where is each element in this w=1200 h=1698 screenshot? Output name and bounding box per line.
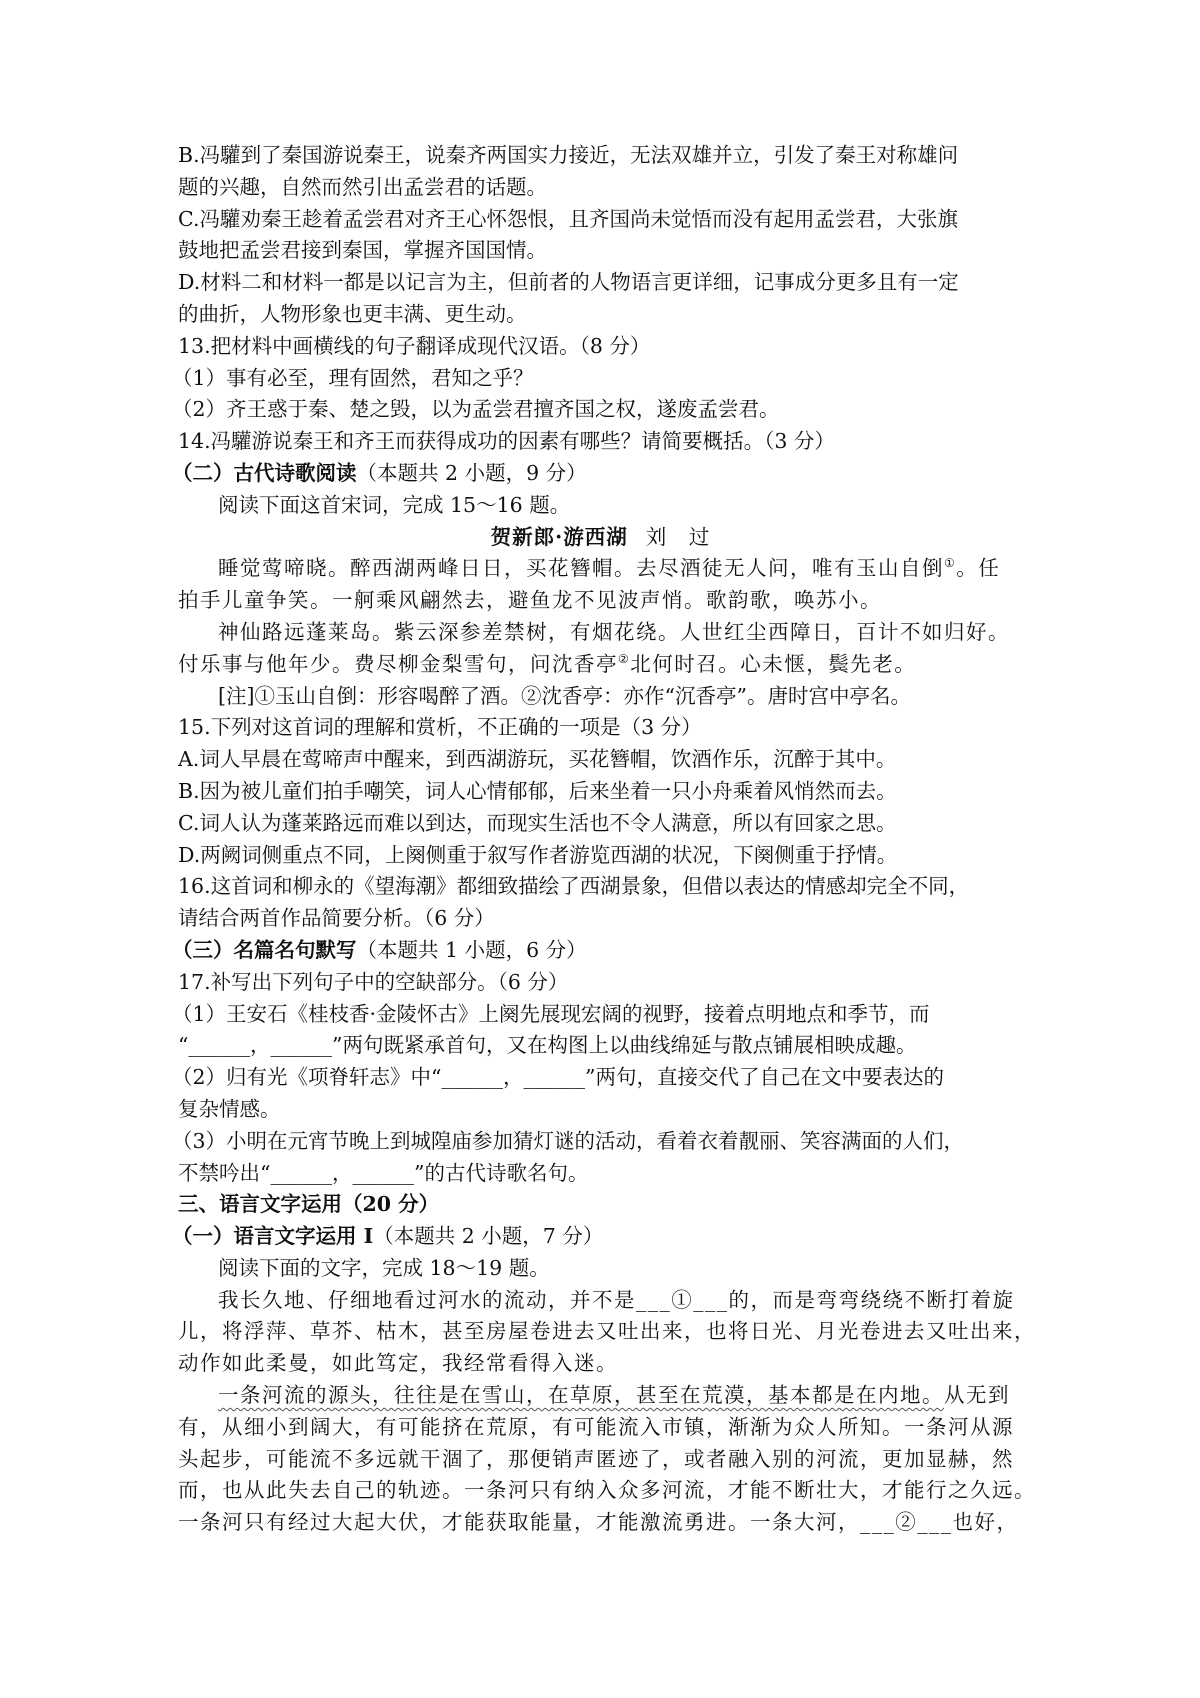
- wavy-underlined-sentence: 一条河流的源头，往往是在雪山，在草原，甚至在荒漠，基本都是在内地。: [218, 1383, 944, 1408]
- poem-stanza1-line1: [178, 553, 1030, 585]
- poem-text: 付乐事与他年少。费尽柳金梨雪句，问沈香亭: [178, 651, 618, 676]
- footnote-marker-1: ①: [944, 556, 957, 571]
- passage-text: 从无到: [944, 1383, 1010, 1408]
- footnote-marker-2: ②: [618, 651, 631, 666]
- q17-item2-line2: 复杂情感。: [178, 1096, 281, 1121]
- section-language-title: （一）语言文字运用 Ⅰ: [172, 1224, 374, 1249]
- q15-option-a: A.词人早晨在莺啼声中醒来，到西湖游玩，买花簪帽，饮酒作乐，沉醉于其中。: [178, 747, 897, 772]
- section-language-note: （本题共 2 小题，7 分）: [373, 1224, 604, 1249]
- poem-title: 贺新郎·游西湖: [490, 524, 628, 549]
- q12-option-c-line2: 鼓地把孟尝君接到秦国，掌握齐国国情。: [178, 238, 547, 263]
- q12-option-b-line2: 题的兴趣，自然而然引出孟尝君的话题。: [178, 174, 547, 199]
- q13-sentence-2: （2）齐王惑于秦、楚之毁，以为孟尝君擅齐国之权，遂废孟尝君。: [172, 397, 780, 422]
- passage-p2-line3: 头起步，可能流不多远就干涸了，那便销声匿迹了，或者融入别的河流，更加显赫，然: [178, 1446, 1014, 1471]
- q17-item1-line1: （1）王安石《桂枝香·金陵怀古》上阕先展现宏阔的视野，接着点明地点和季节，而: [172, 1001, 930, 1026]
- q12-option-c-line1: C.冯驩劝秦王趁着孟尝君对齐王心怀怨恨，且齐国尚未觉悟而没有起用孟尝君，大张旗: [178, 206, 958, 231]
- q15-stem: 15.下列对这首词的理解和赏析，不正确的一项是（3 分）: [178, 715, 702, 740]
- passage-p2-line1: [178, 1380, 1030, 1412]
- part3-heading: 三、语言文字运用（20 分）: [178, 1192, 440, 1217]
- blank-2: ___②___: [860, 1510, 953, 1535]
- section-poetry-note: （本题共 2 小题，9 分）: [356, 460, 587, 485]
- q12-option-d-line2: 的曲折，人物形象也更丰满、更生动。: [178, 301, 527, 326]
- poem-stanza2-line1: 神仙路远蓬莱岛。紫云深参差禁树，有烟花绕。人世红尘西障日，百计不如归好。: [218, 619, 1010, 644]
- exam-page: [172, 140, 1036, 1539]
- passage-p1-line1: [178, 1285, 1030, 1317]
- section-recitation-note: （本题共 1 小题，6 分）: [356, 937, 587, 962]
- poem-text: 北何时召。心未惬，鬓先老。: [630, 651, 917, 676]
- q12-option-d-line1: D.材料二和材料一都是以记言为主，但前者的人物语言更详细，记事成分更多且有一定: [178, 270, 959, 295]
- q17-stem: 17.补写出下列句子中的空缺部分。（6 分）: [178, 969, 569, 994]
- passage-text: 也好，: [952, 1510, 1019, 1535]
- q12-option-b-line1: B.冯驩到了秦国游说秦王，说秦齐两国实力接近，无法双雄并立，引发了秦王对称雄问: [178, 143, 959, 167]
- q14-stem: 14.冯驩游说秦王和齐王而获得成功的因素有哪些？请简要概括。（3 分）: [178, 429, 835, 454]
- q17-item3-line1: （3）小明在元宵节晚上到城隍庙参加猜灯谜的活动，看着衣着靓丽、笑容满面的人们，: [172, 1128, 965, 1153]
- poem-heading: [178, 522, 1030, 554]
- q17-item3-line2: 不禁吟出“______，______”的古代诗歌名句。: [178, 1160, 589, 1185]
- q15-option-c: C.词人认为蓬莱路远而难以到达，而现实生活也不令人满意，所以有回家之思。: [178, 810, 897, 835]
- blank-1: ___①___: [636, 1287, 729, 1312]
- poem-stanza1-line2: 拍手儿童争笑。一舸乘风翩然去，避鱼龙不见波声悄。歌韵歌，唤苏小。: [178, 588, 882, 613]
- poetry-intro: 阅读下面这首宋词，完成 15～16 题。: [218, 492, 571, 517]
- passage-p1-line3: 动作如此柔曼，如此笃定，我经常看得入迷。: [178, 1351, 618, 1376]
- q17-item2-line1: （2）归有光《项脊轩志》中“______，______”两句，直接交代了自己在文中要表达的: [172, 1065, 945, 1090]
- language-intro: 阅读下面的文字，完成 18～19 题。: [218, 1255, 550, 1280]
- q17-item1-line2: “______，______”两句既紧承首句，又在构图上以曲线绵延与散点铺展相映成趣。: [178, 1033, 917, 1058]
- poem-text: 。任: [956, 556, 1001, 581]
- passage-text: 的，而是弯弯绕绕不断打着旋: [728, 1287, 1015, 1312]
- passage-text: 我长久地、仔细地看过河水的流动，并不是: [218, 1287, 636, 1312]
- q15-option-b: B.因为被儿童们拍手嘲笑，词人心情郁郁，后来坐着一只小舟乘着风悄然而去。: [178, 778, 897, 803]
- q16-line2: 请结合两首作品简要分析。（6 分）: [178, 906, 495, 931]
- section-recitation-title: （三）名篇名句默写: [172, 937, 357, 962]
- poem-stanza2-line2: [178, 649, 1030, 681]
- passage-text: 一条河只有经过大起大伏，才能获取能量，才能激流勇进。一条大河，: [178, 1510, 860, 1535]
- poem-author: 刘 过: [645, 524, 718, 549]
- q13-stem: 13.把材料中画横线的句子翻译成现代汉语。（8 分）: [178, 333, 651, 358]
- passage-p1-line2: 儿，将浮萍、草芥、枯木，甚至房屋卷进去又吐出来，也将日光、月光卷进去又吐出来，: [178, 1319, 1036, 1344]
- q16-line1: 16.这首词和柳永的《望海潮》都细致描绘了西湖景象，但借以表达的情感却完全不同，: [178, 874, 970, 899]
- passage-p2-line5: [178, 1507, 1030, 1539]
- section-language-heading: [172, 1221, 1030, 1253]
- q15-option-d: D.两阙词侧重点不同，上阕侧重于叙写作者游览西湖的状况，下阕侧重于抒情。: [178, 842, 898, 867]
- passage-p2-line2: 有，从细小到阔大，有可能挤在荒原，有可能流入市镇，渐渐为众人所知。一条河从源: [178, 1414, 1014, 1439]
- section-poetry-title: （二）古代诗歌阅读: [172, 460, 357, 485]
- poem-footnote: [注]①玉山自倒：形容喝醉了酒。②沈香亭：亦作“沉香亭”。唐时宫中亭名。: [218, 683, 911, 708]
- section-recitation-heading: [172, 935, 1030, 967]
- passage-p2-line4: 而，也从此失去自己的轨迹。一条河只有纳入众多河流，才能不断壮大，才能行之久远。: [178, 1478, 1036, 1503]
- section-poetry-heading: [172, 458, 1030, 490]
- q13-sentence-1: （1）事有必至，理有固然，君知之乎？: [172, 365, 534, 390]
- poem-text: 睡觉莺啼晓。醉西湖两峰日日，买花簪帽。去尽酒徒无人问，唯有玉山自倒: [218, 556, 944, 581]
